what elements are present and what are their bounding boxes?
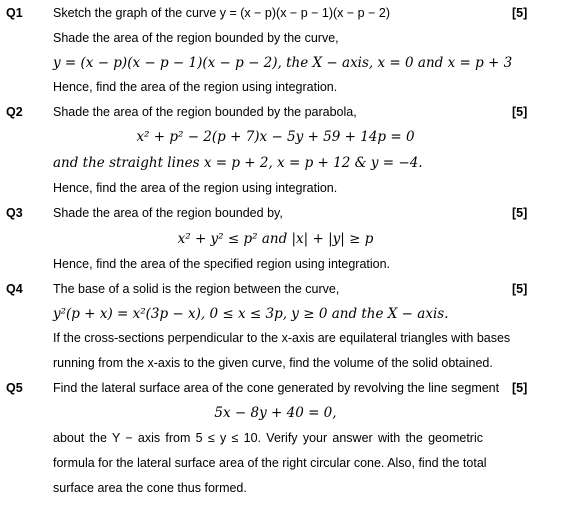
math-line: and the straight lines x = p + 2, x = p + 12 & y = −4. [53, 155, 423, 171]
question-number: Q3 [6, 206, 23, 220]
question-number: Q5 [6, 381, 23, 395]
question-line: about the Y − axis from 5 ≤ y ≤ 10. Verify your answer with the geometric [53, 431, 483, 445]
question-line: If the cross-sections perpendicular to the x-axis are equilateral triangles with bases [53, 331, 511, 345]
math-equation: x² + y² ≤ p² and |x| + |y| ≥ p [177, 231, 374, 247]
math-equation: x² + p² − 2(p + 7)x − 5y + 59 + 14p = 0 [136, 129, 415, 145]
question-line: Shade the area of the region bounded by the curve, [53, 31, 339, 45]
question-marks: [5] [512, 6, 528, 20]
question-number: Q4 [6, 282, 23, 296]
question-marks: [5] [512, 381, 528, 395]
question-line: Find the lateral surface area of the cone generated by revolving the line segment [53, 381, 500, 395]
math-equation: 5x − 8y + 40 = 0, [214, 405, 337, 421]
question-line: running from the x-axis to the given curve, find the volume of the solid obtained. [53, 356, 493, 370]
question-line: Hence, find the area of the specified region using integration. [53, 257, 391, 271]
question-line: Hence, find the area of the region using integration. [53, 181, 338, 195]
question-number: Q2 [6, 105, 23, 119]
question-number: Q1 [6, 6, 23, 20]
question-line: Shade the area of the region bounded by the parabola, [53, 105, 357, 119]
math-line: y²(p + x) = x²(3p − x), 0 ≤ x ≤ 3p, y ≥ 0 and the X − axis. [53, 306, 449, 322]
question-line: The base of a solid is the region between the curve, [53, 282, 340, 296]
question-line: formula for the lateral surface area of the right circular cone. Also, find the total [53, 456, 487, 470]
question-marks: [5] [512, 206, 528, 220]
question-marks: [5] [512, 282, 528, 296]
question-line: surface area the cone thus formed. [53, 481, 247, 495]
question-line: Hence, find the area of the region using integration. [53, 80, 338, 94]
question-marks: [5] [512, 105, 528, 119]
math-line: y = (x − p)(x − p − 1)(x − p − 2), the X − axis, x = 0 and x = p + 3 [53, 55, 513, 71]
question-line: Sketch the graph of the curve y = (x − p)(x − p − 1)(x − p − 2) [53, 6, 390, 20]
question-line: Shade the area of the region bounded by, [53, 206, 283, 220]
